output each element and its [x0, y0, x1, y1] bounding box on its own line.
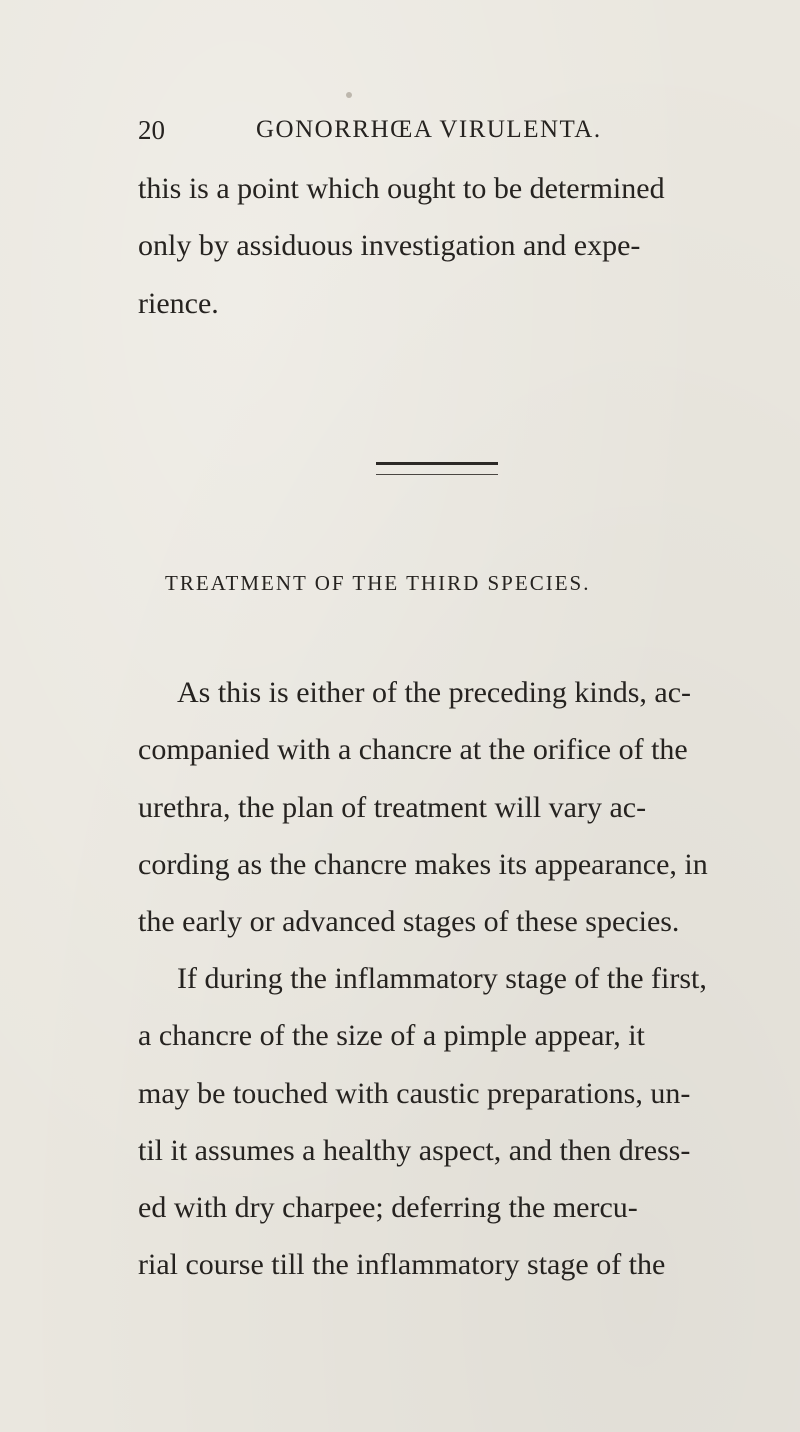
paragraph-treatment-intro — [138, 664, 758, 950]
section-divider-thick — [376, 462, 498, 465]
text-line: rial course till the inflammatory stage of the — [138, 1248, 666, 1282]
text-line: cording as the chancre makes its appearance, in — [138, 847, 708, 881]
text-line: urethra, the plan of treatment will vary ac- — [138, 790, 647, 824]
text-line: If during the inflammatory stage of the first, — [177, 962, 707, 995]
ink-speck — [346, 92, 352, 98]
text-line: rience. — [138, 286, 219, 320]
running-head: GONORRHŒA VIRULENTA. — [256, 116, 602, 143]
page-header — [138, 112, 658, 152]
text-line: ed with dry charpee; deferring the mercu- — [138, 1191, 638, 1225]
text-line: a chancre of the size of a pimple appear, it — [138, 1019, 645, 1053]
text-line: only by assiduous investigation and expe- — [138, 229, 641, 263]
section-divider-thin — [376, 474, 498, 475]
text-line: may be touched with caustic preparations, un- — [138, 1076, 691, 1110]
text-line: til it assumes a healthy aspect, and then dress- — [138, 1133, 691, 1167]
text-line: As this is either of the preceding kinds, ac- — [177, 676, 692, 709]
text-line: companied with a chancre at the orifice of the — [138, 733, 688, 767]
paragraph-continuation — [138, 160, 758, 332]
text-line: the early or advanced stages of these species. — [138, 905, 680, 939]
paragraph-inflammatory-stage — [138, 950, 758, 1294]
page-number: 20 — [138, 115, 165, 145]
section-heading: TREATMENT OF THE THIRD SPECIES. — [165, 571, 591, 595]
text-line: this is a point which ought to be determined — [138, 172, 665, 205]
